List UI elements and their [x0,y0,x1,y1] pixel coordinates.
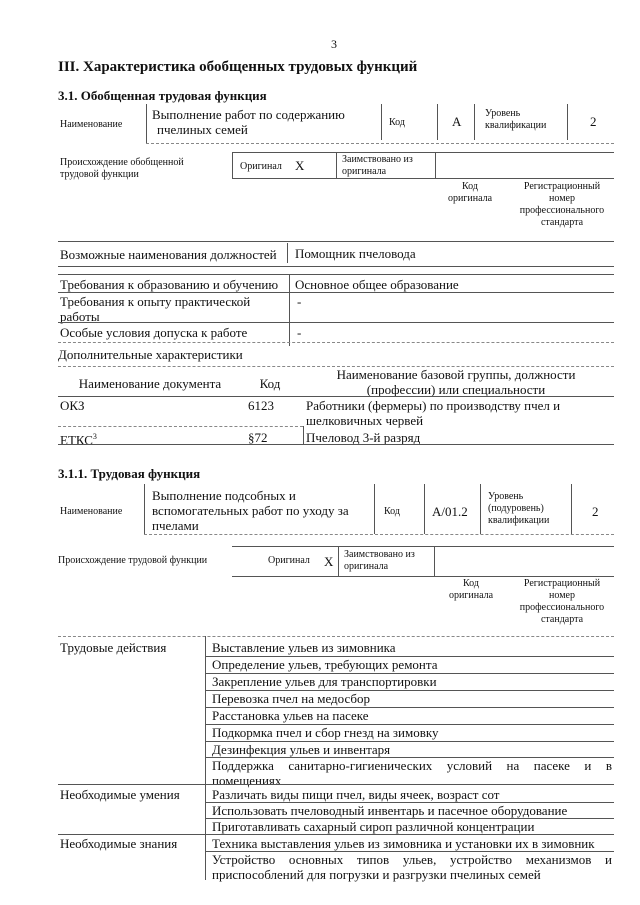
row-doc: ОКЗ [60,398,85,413]
list-item: Закрепление ульев для транспортировки [212,674,437,689]
tf-borrowed-label: Заимствовано из оригинала [344,549,415,572]
actions-label: Трудовые действия [60,640,167,655]
tf-name-label: Наименование [60,506,123,517]
gtf-original-mark: Х [295,158,305,173]
education-label: Требования к образованию и обучению [60,277,279,292]
tf-level-value: 2 [592,504,599,519]
tf-origin-label: Происхождение трудовой функции [58,555,208,566]
page-number: 3 [331,37,337,51]
special-conditions-label: Особые условия допуска к работе [60,325,248,340]
special-conditions-value: - [297,325,302,340]
gtf-code-label: Код [389,117,405,128]
tf-code-orig-label: Код оригинала [448,578,494,601]
additional-heading: Дополнительные характеристики [58,347,243,362]
col-code-header: Код [259,376,281,391]
gtf-name-value: Выполнение работ по содержанию пчелиных семей [152,107,345,137]
gtf-original-label: Оригинал [240,161,282,172]
row-doc: ЕТКС$^3$ [60,432,97,448]
col-doc-header: Наименование документа [78,376,222,391]
gtf-origin-label: Происхождение обобщенной трудовой функции [60,157,184,180]
gtf-level-label: Уровень квалификации [485,108,547,131]
gtf-level-value: 2 [590,114,597,129]
row-name: Пчеловод 3-й разряд [306,430,421,445]
list-item: Техника выставления ульев из зимовника и установки их в зимовник [212,836,595,851]
section-title: III. Характеристика обобщенных трудовых функций [58,59,418,75]
tf-level-label: Уровень (подуровень) квалификации [488,491,550,526]
tf-heading: 3.1.1. Трудовая функция [58,466,201,481]
gtf-code-value: А [452,114,462,129]
list-item: Подкормка пчел и сбор гнезд на зимовку [212,725,439,740]
tf-code-label: Код [384,506,400,517]
list-item: Расстановка ульев на пасеке [212,708,369,723]
tf-name-value: Выполнение подсобных и вспомогательных работ по уходу за пчелами [152,488,349,533]
skills-label: Необходимые умения [60,787,180,802]
positions-value: Помощник пчеловода [295,246,416,261]
tf-original-mark: Х [324,554,334,569]
list-item: Приготавливать сахарный сироп различной концентрации [212,819,535,834]
list-item: Различать виды пищи пчел, виды ячеек, возраст сот [212,787,500,802]
tf-original-label: Оригинал [268,555,310,566]
list-item: Использовать пчеловодный инвентарь и пасечное оборудование [212,803,568,818]
list-item: Устройство основных типов ульев, устройство механизмов и приспособлений для погрузки и разгрузки пчелиных семей [212,852,612,882]
gtf-heading: 3.1. Обобщенная трудовая функция [58,88,267,103]
gtf-borrowed-label: Заимствовано из оригинала [342,154,413,177]
col-name-header: Наименование базовой группы, должности (профессии) или специальности [336,367,576,397]
positions-label: Возможные наименования должностей [60,247,277,262]
tf-reg-number-label: Регистрационный номер профессионального стандарта [519,578,605,625]
experience-value: - [297,294,302,309]
row-code: §72 [248,430,268,445]
list-item: Перевозка пчел на медосбор [212,691,371,706]
education-value: Основное общее образование [295,277,459,292]
list-item: Дезинфекция ульев и инвентаря [212,742,391,757]
gtf-reg-number-label: Регистрационный номер профессионального стандарта [519,181,605,228]
list-item: Выставление ульев из зимовника [212,640,396,655]
knowledge-label: Необходимые знания [60,836,178,851]
tf-code-value: А/01.2 [432,504,468,519]
gtf-name-label: Наименование [60,119,123,130]
list-item: Определение ульев, требующих ремонта [212,657,438,672]
row-code: 6123 [248,398,274,413]
row-name: Работники (фермеры) по производству пчел и шелковичных червей [306,398,561,428]
list-item: Поддержка санитарно-гигиенических условий на пасеке и в помещениях [212,758,612,788]
experience-label: Требования к опыту практической работы [60,294,251,324]
gtf-code-orig-label: Код оригинала [447,181,493,204]
